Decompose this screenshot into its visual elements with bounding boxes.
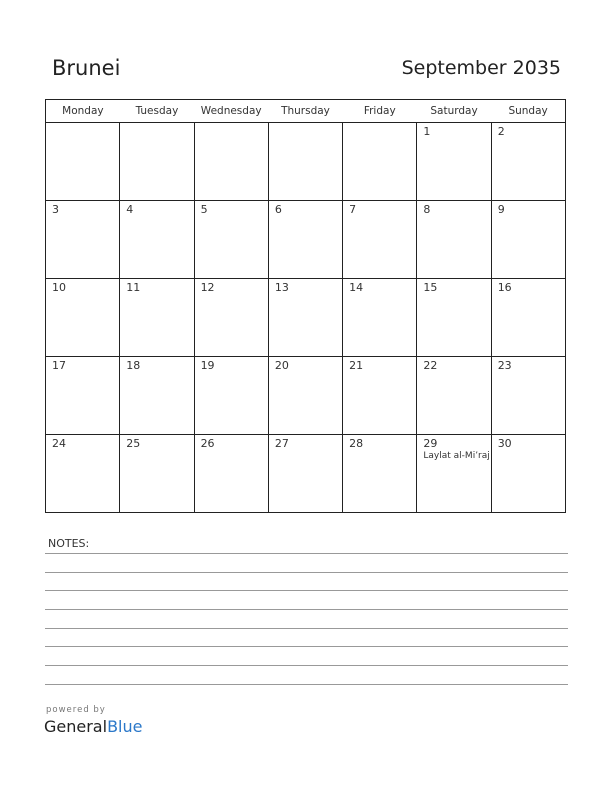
day-cell (120, 435, 194, 513)
day-cell (417, 201, 491, 279)
day-cell (343, 435, 417, 513)
day-number: 8 (423, 203, 431, 216)
day-number: 13 (274, 281, 289, 294)
calendar-grid (45, 99, 566, 513)
day-number: 17 (52, 359, 66, 372)
holiday-label: Laylat al-Mi’raj (423, 451, 490, 461)
empty-day-cell (194, 123, 268, 201)
day-cell (268, 357, 342, 435)
empty-day-cell (343, 123, 417, 201)
day-cell (46, 357, 120, 435)
notes-line (45, 609, 568, 610)
day-cell (194, 357, 268, 435)
day-number: 27 (274, 437, 289, 450)
day-number: 16 (497, 281, 512, 294)
day-cell (46, 279, 120, 357)
day-number: 5 (200, 203, 208, 216)
day-cell (194, 435, 268, 513)
day-number: 9 (497, 203, 505, 216)
day-number: 19 (200, 359, 215, 372)
day-cell (491, 357, 565, 435)
month-year-title: September 2035 (401, 57, 561, 79)
weekday-friday: Friday (343, 100, 417, 123)
notes-line (45, 646, 568, 647)
day-cell (120, 357, 194, 435)
day-number: 11 (126, 281, 141, 294)
day-number: 4 (126, 203, 134, 216)
day-cell (417, 279, 491, 357)
day-cell (268, 279, 342, 357)
week-row (46, 279, 566, 357)
day-number: 2 (497, 125, 505, 138)
empty-day-cell (120, 123, 194, 201)
empty-day-cell (46, 123, 120, 201)
brand-blue: Blue (107, 717, 143, 736)
week-row (46, 201, 566, 279)
day-number: 21 (349, 359, 364, 372)
day-cell (46, 435, 120, 513)
day-number: 18 (126, 359, 141, 372)
day-number: 7 (349, 203, 357, 216)
day-cell (491, 123, 565, 201)
day-cell (268, 201, 342, 279)
day-cell (194, 279, 268, 357)
country-title: Brunei (52, 56, 121, 80)
brand-general: General (44, 717, 108, 736)
notes-line (45, 553, 568, 554)
day-number: 1 (423, 125, 431, 138)
day-number: 23 (497, 359, 512, 372)
day-cell (417, 435, 491, 513)
notes-line (45, 572, 568, 573)
weekday-monday: Monday (46, 100, 120, 123)
day-number: 20 (274, 359, 289, 372)
notes-line (45, 665, 568, 666)
weekday-thursday: Thursday (268, 100, 342, 123)
day-number: 25 (126, 437, 141, 450)
day-number: 22 (423, 359, 438, 372)
powered-by-text: powered by (46, 705, 106, 715)
week-row (46, 123, 566, 201)
day-cell (417, 357, 491, 435)
notes-line (45, 684, 568, 685)
weekday-tuesday: Tuesday (120, 100, 194, 123)
day-cell (343, 201, 417, 279)
day-cell (417, 123, 491, 201)
weekday-sunday: Sunday (491, 100, 565, 123)
weekday-saturday: Saturday (417, 100, 491, 123)
weekday-header-row (46, 100, 566, 123)
day-cell (268, 435, 342, 513)
week-row (46, 435, 566, 513)
day-cell (491, 279, 565, 357)
day-number: 3 (52, 203, 59, 216)
notes-label: NOTES: (48, 537, 90, 550)
day-cell (194, 201, 268, 279)
day-number: 26 (200, 437, 215, 450)
day-number: 15 (423, 281, 438, 294)
day-cell (343, 357, 417, 435)
day-number: 10 (52, 281, 66, 294)
day-number: 14 (349, 281, 364, 294)
generalblue-logo[interactable] (44, 717, 142, 736)
day-cell (343, 279, 417, 357)
notes-line (45, 628, 568, 629)
week-row (46, 357, 566, 435)
notes-line (45, 590, 568, 591)
day-number: 6 (274, 203, 282, 216)
day-number: 29 (423, 437, 438, 450)
day-cell (491, 201, 565, 279)
day-number: 24 (52, 437, 66, 450)
weekday-wednesday: Wednesday (194, 100, 268, 123)
day-cell (46, 201, 120, 279)
day-number: 12 (200, 281, 215, 294)
day-cell (120, 201, 194, 279)
day-cell (120, 279, 194, 357)
day-number: 28 (349, 437, 364, 450)
empty-day-cell (268, 123, 342, 201)
day-cell (491, 435, 565, 513)
day-number: 30 (497, 437, 512, 450)
